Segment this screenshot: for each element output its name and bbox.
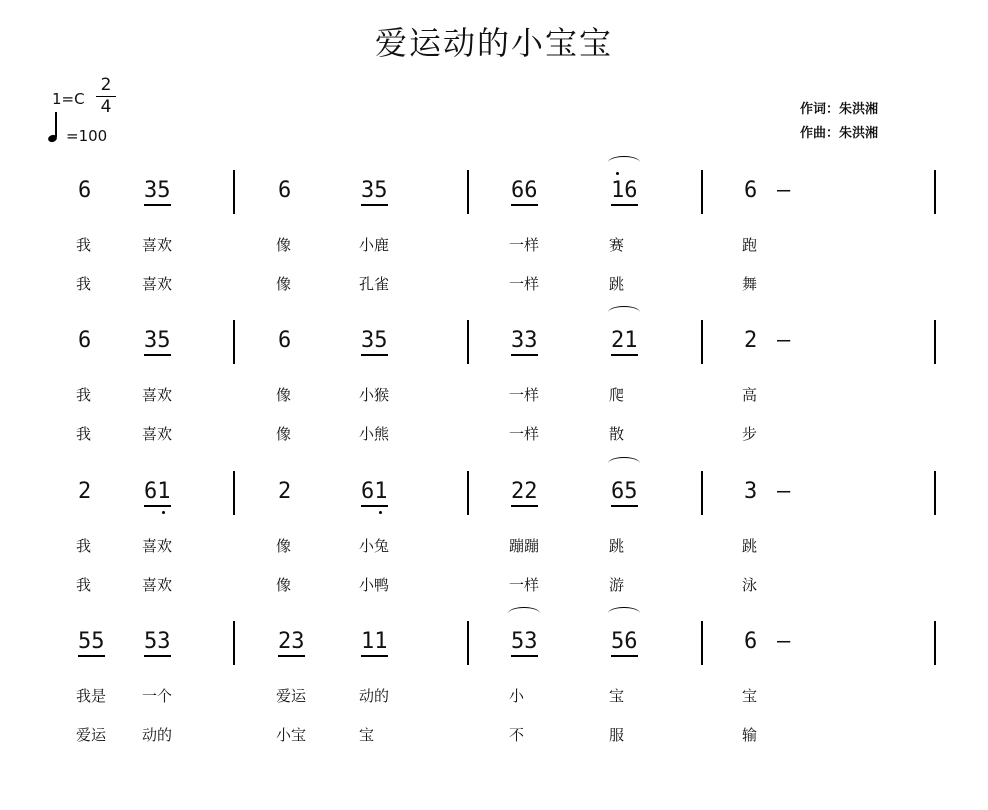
lyric-text: 散 (609, 425, 625, 443)
lyric-text: 跳 (609, 537, 625, 555)
bar-line (934, 621, 936, 665)
lyric-text: 像 (276, 576, 292, 594)
sustain-dash: – (777, 479, 791, 504)
note-group: 6 (744, 629, 758, 654)
lyric-text: 孔雀 (359, 275, 390, 293)
lyric-text: 一样 (509, 275, 540, 293)
lyric-text: 我 (76, 425, 92, 443)
lyric-text: 动的 (359, 687, 390, 705)
bar-line (701, 621, 703, 665)
lyric-text: 爱运 (76, 726, 107, 744)
lyric-text: 喜欢 (142, 576, 173, 594)
bar-line (233, 170, 235, 214)
bar-line (467, 170, 469, 214)
bar-line (934, 471, 936, 515)
lyric-text: 爬 (609, 386, 625, 404)
lyric-text: 像 (276, 236, 292, 254)
lyric-text: 我 (76, 537, 92, 555)
sustain-dash: – (777, 328, 791, 353)
note-group: 55 (78, 629, 105, 657)
time-sig-numerator: 2 (100, 75, 112, 95)
lyric-text: 小熊 (359, 425, 390, 443)
sustain-dash: – (777, 629, 791, 654)
note-group: 11 (361, 629, 388, 657)
lyric-text: 宝 (609, 687, 625, 705)
note-group: 6 (78, 328, 92, 353)
lyric-text: 我 (76, 275, 92, 293)
note-group: 66 (511, 178, 538, 206)
note-group: 35 (361, 178, 388, 206)
note-group: 6 (278, 178, 292, 203)
lyric-text: 泳 (742, 576, 758, 594)
sustain-dash: – (777, 178, 791, 203)
lyric-text: 喜欢 (142, 275, 173, 293)
high-octave-dot (616, 172, 619, 175)
lyric-text: 赛 (609, 236, 625, 254)
lyric-text: 喜欢 (142, 537, 173, 555)
lyric-text: 宝 (359, 726, 375, 744)
lyric-text: 步 (742, 425, 758, 443)
note-group: 33 (511, 328, 538, 356)
lyric-text: 小宝 (276, 726, 307, 744)
lyric-text: 宝 (742, 687, 758, 705)
lyric-text: 一样 (509, 576, 540, 594)
lyric-text: 小鹿 (359, 236, 390, 254)
note-group: 56 (611, 629, 638, 657)
lyric-text: 蹦蹦 (509, 537, 540, 555)
note-group: 35 (144, 178, 171, 206)
lyric-text: 游 (609, 576, 625, 594)
lyricist-credit: 作词：朱洪湘 (800, 102, 879, 117)
slur-mark (508, 607, 540, 620)
note-group: 23 (278, 629, 305, 657)
lyric-text: 跳 (742, 537, 758, 555)
note-group: 6 (278, 328, 292, 353)
lyric-text: 舞 (742, 275, 758, 293)
lyric-text: 小鸭 (359, 576, 390, 594)
bar-line (467, 621, 469, 665)
lyric-text: 我是 (76, 687, 107, 705)
lyric-text: 像 (276, 386, 292, 404)
bar-line (467, 320, 469, 364)
lyric-text: 像 (276, 537, 292, 555)
bar-line (233, 621, 235, 665)
note-group: 2 (78, 479, 92, 504)
bar-line (467, 471, 469, 515)
slur-mark (608, 156, 640, 169)
bar-line (701, 320, 703, 364)
lyric-text: 我 (76, 386, 92, 404)
lyric-text: 服 (609, 726, 625, 744)
note-group: 22 (511, 479, 538, 507)
song-title: 爱运动的小宝宝 (374, 24, 613, 62)
note-group: 6 (744, 178, 758, 203)
lyric-text: 输 (742, 726, 758, 744)
bar-line (701, 170, 703, 214)
note-group: 2 (744, 328, 758, 353)
lyric-text: 动的 (142, 726, 173, 744)
bar-line (934, 170, 936, 214)
bar-line (233, 320, 235, 364)
note-group: 6 (78, 178, 92, 203)
lyric-text: 喜欢 (142, 425, 173, 443)
note-group: 3 (744, 479, 758, 504)
lyric-text: 像 (276, 275, 292, 293)
note-group: 35 (361, 328, 388, 356)
bar-line (934, 320, 936, 364)
low-octave-dot (379, 511, 382, 514)
lyric-text: 跑 (742, 236, 758, 254)
lyric-text: 一样 (509, 236, 540, 254)
quarter-note-icon (48, 112, 62, 142)
lyric-text: 小兔 (359, 537, 390, 555)
note-group: 35 (144, 328, 171, 356)
note-group: 61 (361, 479, 388, 507)
lyric-text: 小 (509, 687, 525, 705)
slur-mark (608, 306, 640, 319)
lyric-text: 我 (76, 576, 92, 594)
composer-credit: 作曲：朱洪湘 (800, 126, 879, 141)
lyric-text: 不 (509, 726, 525, 744)
lyric-text: 喜欢 (142, 236, 173, 254)
lyric-text: 高 (742, 386, 758, 404)
bar-line (233, 471, 235, 515)
slur-mark (608, 607, 640, 620)
note-group: 53 (511, 629, 538, 657)
lyric-text: 小猴 (359, 386, 390, 404)
note-group: 65 (611, 479, 638, 507)
lyric-text: 喜欢 (142, 386, 173, 404)
note-group: 16 (611, 178, 638, 206)
low-octave-dot (162, 511, 165, 514)
note-group: 53 (144, 629, 171, 657)
lyric-text: 一样 (509, 386, 540, 404)
note-group: 61 (144, 479, 171, 507)
lyric-text: 爱运 (276, 687, 307, 705)
note-group: 2 (278, 479, 292, 504)
time-signature (95, 76, 117, 117)
tempo-marking (48, 112, 62, 142)
slur-mark (608, 457, 640, 470)
lyric-text: 像 (276, 425, 292, 443)
lyric-text: 一个 (142, 687, 173, 705)
lyric-text: 跳 (609, 275, 625, 293)
lyric-text: 一样 (509, 425, 540, 443)
time-sig-denominator: 4 (100, 97, 112, 117)
tempo-value: =100 (66, 127, 108, 145)
bar-line (701, 471, 703, 515)
note-group: 21 (611, 328, 638, 356)
lyric-text: 我 (76, 236, 92, 254)
key-signature: 1=C (52, 90, 85, 108)
